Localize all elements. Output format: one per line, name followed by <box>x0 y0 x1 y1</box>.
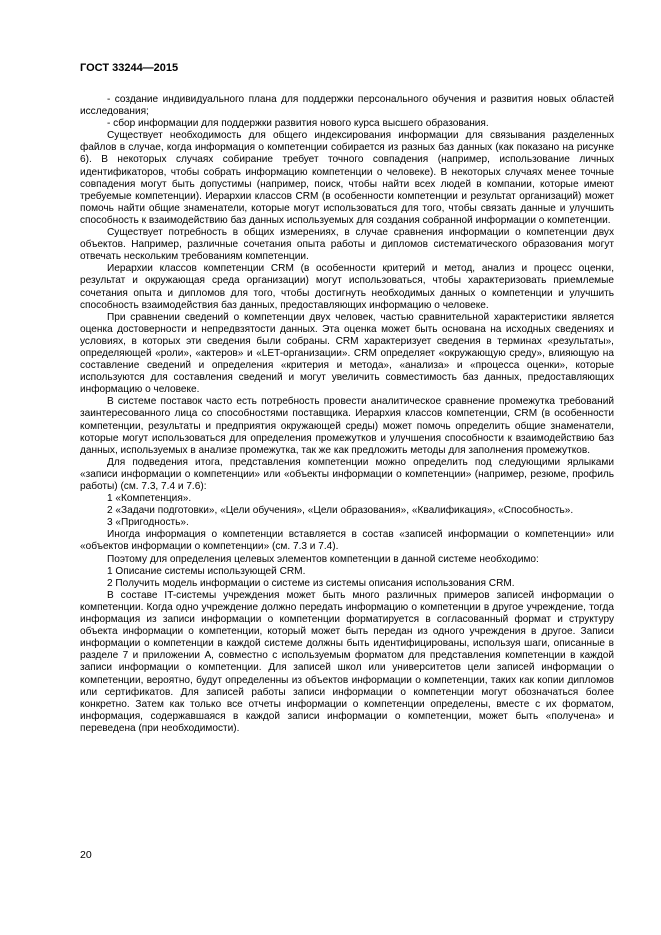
document-body <box>80 94 614 735</box>
paragraph: - сбор информации для поддержки развития нового курса высшего образования. <box>107 118 489 130</box>
list-item: 1 «Компетенция». <box>107 493 192 505</box>
paragraph: Поэтому для определения целевых элементов компетенции в данной системе необходимо: <box>107 553 539 565</box>
list-item: 3 «Пригодность». <box>107 517 189 529</box>
paragraph: - создание индивидуального плана для поддержки персонального обучения и развития новых областей исследования; <box>80 94 614 118</box>
paragraph: Существует необходимость для общего индексирования информации для связывания разделенных файлов в случае, когда информация о компетенции собирается из разных баз данных (как показано на рисунке 6). В некоторых случаях собирание требует точного совпадения (например, использование личных идентификаторов, чтобы собрать информацию компетенции о человеке). В некоторых случаях менее точные совпадения могут быть допустимы (например, поиск, чтобы найти всех людей в компании, которые имеют требуемые компетенции). Иерархии классов CRM (в особенности компетенции и результат организаций) может помочь найти общие знаменатели, которые могут использоваться для того, чтобы связать данные и улучшить способность к взаимодействию баз данных используемых для создания собранной информации о компетенции. <box>80 130 614 226</box>
list-item: 2 «Задачи подготовки», «Цели обучения», «Цели образования», «Квалификация», «Способность». <box>107 505 574 517</box>
list-item: 2 Получить модель информации о системе из системы описания использования CRM. <box>107 577 515 589</box>
list-item: 1 Описание системы использующей CRM. <box>107 565 306 577</box>
paragraph: В составе IT-системы учреждения может быть много различных примеров записей информации о компетенции. Когда одно учреждение должно передать информацию о компетенции в другое учреждение, тогда информация из записи информации о компетенции форматируется в согласованный формат и структуру объекта информации о компетенции, который может быть передан из одного учреждения в другое. Записи информации о компетенции в каждой системе должны быть идентифицированы, используя шаги, описанные в разделе 7 и приложении А, совместно с используемым форматом для представления компетенции в каждой записи информации о компетенции. Для записей школ или университетов цели записей информации о компетенции, вероятно, будут определенны из объектов информации о компетенции, таких как копии дипломов или сертификатов. Для записей работы записи информации о компетенции могут обозначаться более конкретно. Затем как только все отчеты информации о компетенции определены, вместе с их форматом, информация, содержавшаяся в каждой записи информации о компетенции, может быть «получена» и переведена (при необходимости). <box>80 589 614 734</box>
paragraph: Иерархии классов компетенции CRM (в особенности критерий и метод, анализ и процесс оценки, результат и окружающая среда организации) могут использоваться, чтобы характеризовать приемлемые сочетания опыта и дипломов для того, чтобы достигнуть необходимых данных о компетенции и улучшить способность взаимодействия баз данных, предоставляющих информацию о человеке. <box>80 263 614 311</box>
paragraph: Существует потребность в общих измерениях, в случае сравнения информации о компетенции двух объектов. Например, различные сочетания опыта работы и дипломов систематического образования могут отвечать нескольким требованиям компетенции. <box>80 227 614 263</box>
paragraph: Иногда информация о компетенции вставляется в состав «записей информации о компетенции» или «объектов информации о компетенции» (см. 7.3 и 7.4). <box>80 529 614 553</box>
page-number: 20 <box>80 849 92 861</box>
paragraph: В системе поставок часто есть потребность провести аналитическое сравнение промежутка требований заинтересованного лица со способностями поставщика. Иерархия классов компетенции, CRM (в особенности компетенции, результаты и предприятия окружающей среды) может помочь определить общие знаменатели, которые могут использоваться для определения промежутков и улучшения способности к взаимодействию баз данных, используемых в анализе промежутка, так же как предложить методы для заполнения промежутков. <box>80 396 614 456</box>
paragraph: Для подведения итога, представления компетенции можно определить под следующими ярлыками «записи информации о компетенции» или «объекты информации о компетенции» (например, резюме, профиль работы) (см. 7.3, 7.4 и 7.6): <box>80 456 614 492</box>
paragraph: При сравнении сведений о компетенции двух человек, частью сравнительной характеристики является оценка достоверности и непредвзятости данных. Эта оценка может быть основана на исходных сведениях и условиях, в которых эти сведения были собраны. CRM характеризует сведения в терминах «результаты», определяющей «роли», «актеров» и «LET-организации». CRM определяет «окружающую среду», влияющую на составление сведений и определения «критерия и метода», «анализа» и «процесса оценки», которые используются для составления сведений и могут увеличить совместимость баз данных, предоставляющих информацию о человеке. <box>80 311 614 396</box>
document-header: ГОСТ 33244—2015 <box>80 62 179 74</box>
